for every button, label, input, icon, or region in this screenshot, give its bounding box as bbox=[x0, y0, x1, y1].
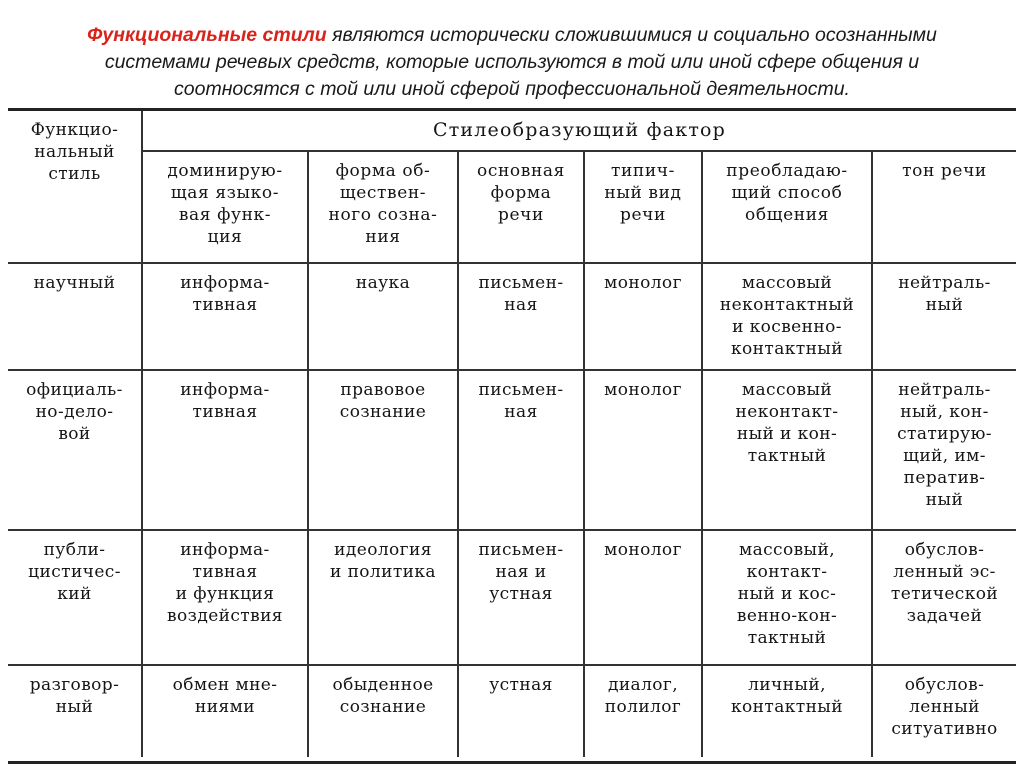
heading-line-1 bbox=[0, 22, 1024, 49]
column-header-social-consciousness: форма об- ществен- ного созна- ния bbox=[308, 151, 458, 263]
table-cell: личный, контактный bbox=[702, 665, 872, 757]
functional-styles-table bbox=[8, 111, 1016, 757]
table-cell: информа- тивная bbox=[142, 370, 308, 530]
heading-term: Функциональные стили bbox=[87, 24, 327, 46]
page-heading bbox=[0, 22, 1024, 103]
table-row-scientific bbox=[8, 263, 1016, 370]
table-cell: нейтраль- ный, кон- статирую- щий, им- ператив- ный bbox=[872, 370, 1016, 530]
table-cell: письмен- ная bbox=[458, 370, 584, 530]
table-cell: письмен- ная bbox=[458, 263, 584, 370]
column-header-language-function: доминирую- щая языко- вая функ- ция bbox=[142, 151, 308, 263]
table-cell: обмен мне- ниями bbox=[142, 665, 308, 757]
table-cell: обуслов- ленный эс- тетической задачей bbox=[872, 530, 1016, 665]
table-row-official-business bbox=[8, 370, 1016, 530]
heading-line-2: системами речевых средств, которые используются в той или иной сфере общения и bbox=[104, 51, 920, 73]
table-cell: монолог bbox=[584, 263, 702, 370]
column-header-speech-type: типич- ный вид речи bbox=[584, 151, 702, 263]
table-cell: массовый неконтакт- ный и кон- тактный bbox=[702, 370, 872, 530]
header-row-columns bbox=[8, 151, 1016, 263]
table-cell: идеология и политика bbox=[308, 530, 458, 665]
table-cell: наука bbox=[308, 263, 458, 370]
heading-line-3: соотносятся с той или иной сферой профессиональной деятельности. bbox=[174, 78, 850, 100]
table-cell: массовый неконтактный и косвенно- контактный bbox=[702, 263, 872, 370]
table-cell: обуслов- ленный ситуативно bbox=[872, 665, 1016, 757]
table-cell: письмен- ная и устная bbox=[458, 530, 584, 665]
row-style-name: научный bbox=[8, 263, 142, 370]
table-cell: информа- тивная bbox=[142, 263, 308, 370]
row-style-name: разговор- ный bbox=[8, 665, 142, 757]
table-row-colloquial bbox=[8, 665, 1016, 757]
style-column-header: Функцио- нальный стиль bbox=[8, 111, 142, 263]
table-cell: устная bbox=[458, 665, 584, 757]
table-row-publicistic bbox=[8, 530, 1016, 665]
column-header-tone: тон речи bbox=[872, 151, 1016, 263]
factor-header: Стилеобразующий фактор bbox=[142, 111, 1016, 151]
table-cell: монолог bbox=[584, 530, 702, 665]
column-header-communication-mode: преобладаю- щий способ общения bbox=[702, 151, 872, 263]
table-cell: обыденное сознание bbox=[308, 665, 458, 757]
table-cell: массовый, контакт- ный и кос- венно-кон- тактный bbox=[702, 530, 872, 665]
column-header-speech-form: основная форма речи bbox=[458, 151, 584, 263]
table-cell: диалог, полилог bbox=[584, 665, 702, 757]
heading-line-1-rest: являются исторически сложившимися и социально осознанными bbox=[326, 24, 937, 46]
header-row-factor bbox=[8, 111, 1016, 151]
table-cell: монолог bbox=[584, 370, 702, 530]
table-cell: правовое сознание bbox=[308, 370, 458, 530]
table-cell: нейтраль- ный bbox=[872, 263, 1016, 370]
row-style-name: публи- цистичес- кий bbox=[8, 530, 142, 665]
table-cell: информа- тивная и функция воздействия bbox=[142, 530, 308, 665]
row-style-name: официаль- но-дело- вой bbox=[8, 370, 142, 530]
